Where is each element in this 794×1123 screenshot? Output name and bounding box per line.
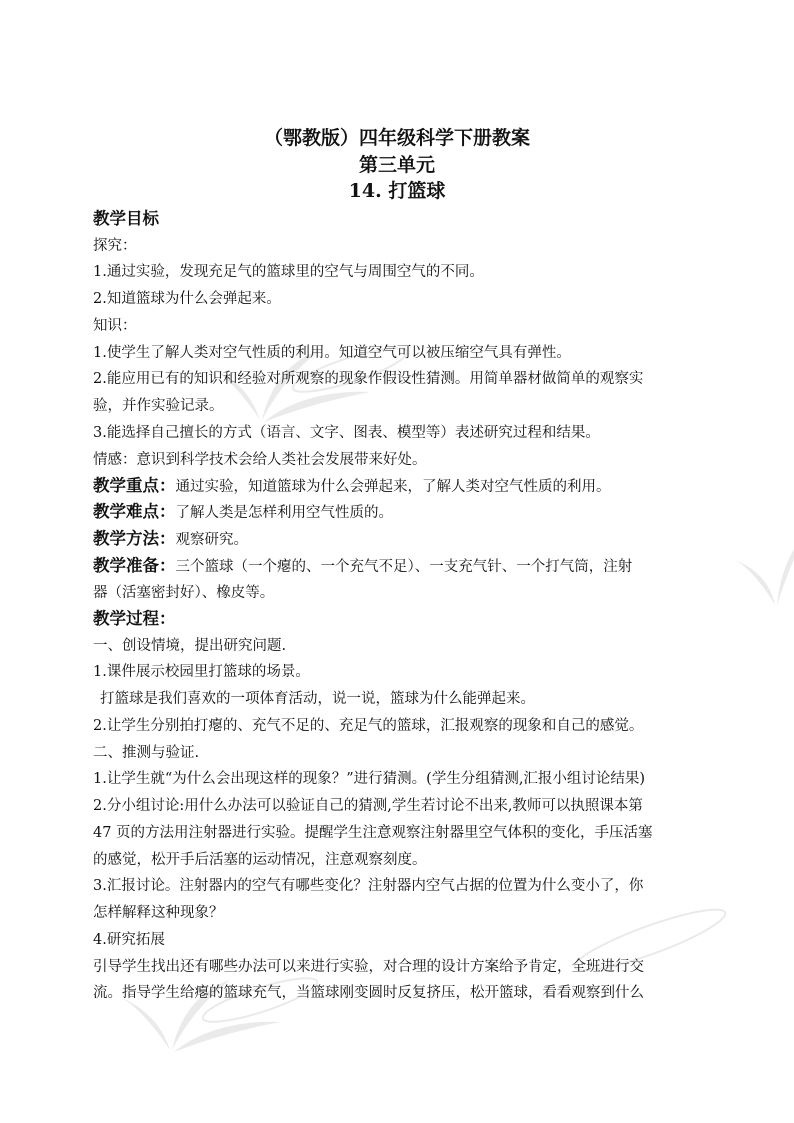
knowledge-label: 知识： xyxy=(93,318,137,334)
explore-label: 探究： xyxy=(93,238,137,254)
unit-title: 第三单元 xyxy=(358,154,435,176)
knowledge-item-2-cont: 验，并作实验记录。 xyxy=(93,398,224,414)
step2-item-4-text: 引导学生找出还有哪些办法可以来进行实验，对合理的设计方案给予肯定，全班进行交 xyxy=(93,959,644,975)
difficulty-label: 教学难点： xyxy=(93,502,176,521)
preparation-label: 教学准备： xyxy=(93,556,176,575)
step2-item-3-cont: 怎样解释这种现象？ xyxy=(93,905,224,921)
explore-item-1: 1.通过实验，发现充足气的篮球里的空气与周围空气的不同。 xyxy=(93,264,484,280)
step2-item-2: 2.分小组讨论:用什么办法可以验证自己的猜测,学生若讨论不出来,教师可以执照课本第 xyxy=(93,798,643,814)
difficulty-text: 了解人类是怎样利用空气性质的。 xyxy=(175,505,393,521)
step2-item-4: 4.研究拓展 xyxy=(93,932,165,948)
method-label: 教学方法： xyxy=(93,529,176,548)
explore-item-2: 2.知道篮球为什么会弹起来。 xyxy=(93,291,281,307)
key-point-text: 通过实验，知道篮球为什么会弹起来，了解人类对空气性质的利用。 xyxy=(175,479,611,495)
knowledge-item-1: 1.使学生了解人类对空气性质的利用。知道空气可以被压缩空气具有弹性。 xyxy=(93,345,571,361)
key-point xyxy=(93,474,713,499)
step2-item-3: 3.汇报讨论。注射器内的空气有哪些变化？注射器内空气占据的位置为什么变小了，你 xyxy=(93,878,644,894)
emotion-goal: 情感：意识到科学技术会给人类社会发展带来好处。 xyxy=(93,452,427,468)
step2-item-2-cont2: 的感觉，松开手后活塞的运动情况，注意观察刻度。 xyxy=(93,852,427,868)
step2-title: 二、推测与验证. xyxy=(93,745,200,761)
document-title: （鄂教版）四年级科学下册教案 xyxy=(263,127,530,149)
step1-item-1-detail: 打篮球是我们喜欢的一项体育活动，说一说，篮球为什么能弹起来。 xyxy=(100,691,535,707)
key-point-label: 教学重点： xyxy=(93,476,176,495)
method xyxy=(93,527,713,552)
step1-title: 一、创设情境，提出研究问题. xyxy=(93,638,287,654)
step2-item-1: 1.让学生就“为什么会出现这样的现象？”进行猜测。(学生分组猜测,汇报小组讨论结果) xyxy=(93,771,646,787)
step2-item-4-text-cont: 流。指导学生给瘪的篮球充气，当篮球刚变圆时反复挤压，松开篮球，看看观察到什么 xyxy=(93,985,644,1001)
step1-item-1: 1.课件展示校园里打篮球的场景。 xyxy=(93,664,310,680)
step2-item-2-cont: 47 页的方法用注射器进行实验。提醒学生注意观察注射器里空气体积的变化，手压活塞 xyxy=(93,825,653,841)
step1-item-2: 2.让学生分别拍打瘪的、充气不足的、充足气的篮球，汇报观察的现象和自己的感觉。 xyxy=(93,718,644,734)
section-heading-process: 教学过程： xyxy=(93,609,176,628)
method-text: 观察研究。 xyxy=(175,532,248,548)
knowledge-item-2: 2.能应用已有的知识和经验对所观察的现象作假设性猜测。用简单器材做简单的观察实 xyxy=(93,371,644,387)
preparation-text: 三个篮球（一个瘪的、一个充气不足）、一支充气针、一个打气筒，注射 xyxy=(175,559,633,575)
watermark-logo xyxy=(735,520,794,610)
preparation xyxy=(93,554,713,579)
section-heading-goals: 教学目标 xyxy=(93,209,159,228)
preparation-cont: 器（活塞密封好）、橡皮等。 xyxy=(93,585,275,601)
lesson-title: 14. 打篮球 xyxy=(348,180,446,202)
difficulty xyxy=(93,500,713,525)
knowledge-item-3: 3.能选择自己擅长的方式（语言、文字、图表、模型等）表述研究过程和结果。 xyxy=(93,425,600,441)
